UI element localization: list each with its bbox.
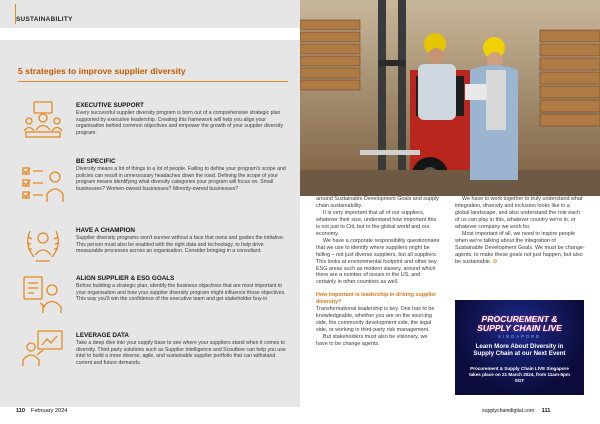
advert-city: SINGAPORE: [498, 334, 541, 339]
strategy-heading-align-goals: ALIGN SUPPLIER & ESG GOALS: [76, 275, 175, 282]
checklist-person-icon: [20, 162, 66, 206]
paragraph: [455, 231, 585, 266]
strategy-heading-have-a-champion: HAVE A CHAMPION: [76, 227, 135, 234]
strategy-body-have-a-champion: Supplier diversity programs won't survive without a face that owns and guides the initiative. This person must also be enabled with the right data and technology, to help drive measurable processes across an organisation. Consider bringing in a consultant.: [76, 235, 285, 255]
strategy-body-executive-support: Every successful supplier diversity program is born out of a comprehensive strategic plan supported by executive leadership. Creating this framework will help you align your organisation behind common objectives and empower the growth of your supplier diversity program.: [76, 110, 284, 137]
paragraph: But stakeholders must also be visionary, we have to be change agents.: [316, 334, 428, 348]
strategy-body-align-goals: Before building a strategic plan, identify the business objectives that are most important to your organisation and how your supplier diversity program might influence those objectives. This way you'll win the confidence of the executive team and get stakeholder buy-in: [76, 283, 286, 303]
paragraph: It is very important that all of our suppliers, whatever their size, understand how important this is not just to Citi, but to the global world and our economy.: [316, 209, 437, 237]
header-divider: [0, 28, 300, 40]
paragraph: We have to work together to truly understand what integration, diversity and inclusion looks like in a global landscape, and also understand the role each of us can play in this, whatever country we're in, or whatever company we work for.: [455, 196, 583, 230]
executive-team-icon: [20, 98, 66, 142]
paragraph: around Sustainable Development Goals and supply chain sustainability.: [316, 196, 439, 209]
strategy-heading-executive-support: EXECUTIVE SUPPORT: [76, 102, 144, 109]
advert-brand: [455, 315, 584, 333]
advert-brand-line1: PROCUREMENT &: [481, 314, 558, 324]
strategy-heading-be-specific: BE SPECIFIC: [76, 158, 116, 165]
advert-brand-line2: SUPPLY CHAIN LIVE: [477, 322, 562, 333]
champion-laurel-icon: [20, 223, 66, 267]
website-link[interactable]: supplychaindigital.com: [482, 408, 535, 414]
article-column-2: [455, 196, 585, 266]
left-page-number: 110: [16, 408, 26, 414]
strategy-body-be-specific: Diversity means a lot of things to a lot of people. Failing to define your program's scope and policies can result in unnecessary headaches down the road. Defining the scope of your program means identifying what diversity categories your program will focus on. Small businesses? Women-owned businesses? Minority-owned businesses?: [76, 166, 286, 193]
left-footer: [16, 408, 67, 414]
goals-document-icon: [20, 273, 66, 317]
paragraph-text: Most important of all, we need to inspire people when we're talking about the integration of Sustainable Development Goals. We must be change-agents, to make these goals not just happen, but also be sustainable.: [455, 230, 585, 265]
end-mark-icon: ✿: [492, 258, 498, 265]
advert-detail: Procurement & Supply Chain LIVE Singapore takes place on 21 March 2024, from 11am-5pm SGT: [469, 366, 570, 383]
right-footer: [482, 408, 550, 414]
subheading: How important is leadership in driving supplier diversity?: [316, 292, 437, 306]
paragraph: We have a corporate responsibility questionnaire that we use to identify where suppliers might be falling – not just diverse suppliers, but all suppliers. This looks at environmental footprint and other key ESG areas such as modern slavery, around which there are a number of issues in the US, and certainly in other countries as well.: [316, 237, 440, 286]
data-chart-person-icon: [20, 328, 66, 372]
article-title: 5 strategies to improve supplier diversity: [18, 66, 186, 76]
strategy-heading-leverage-data: LEVERAGE DATA: [76, 332, 129, 339]
article-column-1: [316, 196, 440, 348]
strategy-body-leverage-data: Take a deep dive into your supply base to see where your suppliers stand when it comes to diversity. Third party solutions such as Supplier Intelligence and Scoutbee can help you use intel to build a more diverse, agile, and sustainable supplier portfolio that can withstand current and future demands.: [76, 340, 286, 367]
paragraph: Transformational leadership is key. One has to be knowledgeable, whether you are on the sourcing side, the community development side, the legal side, or working in third-party risk management.: [316, 306, 435, 334]
section-label: SUSTAINABILITY: [16, 16, 73, 23]
issue-date: February 2024: [31, 408, 68, 414]
right-page-number: 111: [541, 408, 551, 414]
warehouse-workers-forklift-photo: [300, 0, 600, 196]
title-divider: [18, 81, 288, 82]
advert-headline: Learn More About Diversity in Supply Chain at our Next Event: [473, 343, 566, 358]
event-advert[interactable]: [455, 300, 584, 395]
